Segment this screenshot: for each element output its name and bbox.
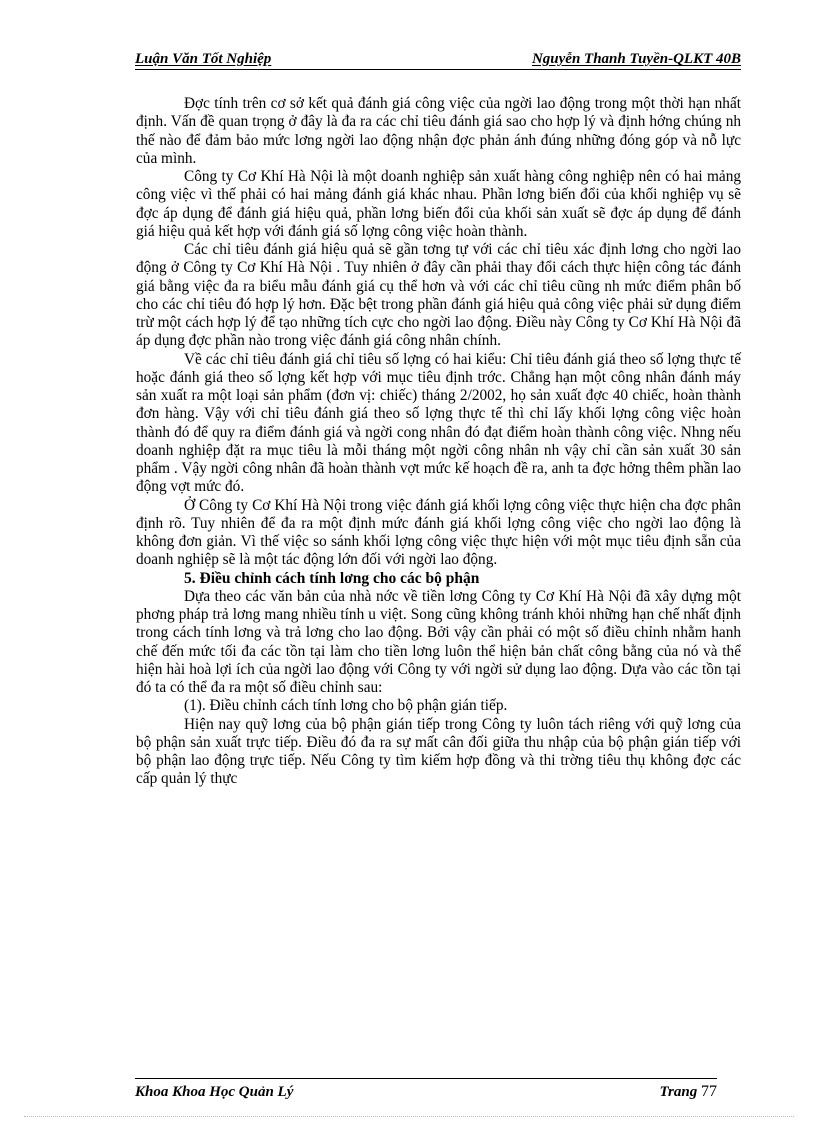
page-number: 77 <box>701 1083 717 1100</box>
page-label: Trang <box>659 1084 698 1100</box>
footer-divider <box>135 1078 717 1079</box>
header-author: Nguyễn Thanh Tuyền-QLKT 40B <box>531 51 741 67</box>
paragraph: Dựa theo các văn bản của nhà nớc về tiền lơng Công ty Cơ Khí Hà Nội đã xây dựng một phơng pháp trả lơng mang nhiều tính u việt. Song cũng không tránh khỏi những hạn chế nhất định trong cách tính lơng và trả lơng cho lao động. Bởi vậy cần phải có một số điều chỉnh nhằm hanh chế đến mức tối đa các tồn tại làm cho tiền lơng luôn thể hiện bản chất công bằng của nó và thể hiện hài hoà lợi ích của ngời lao động với Công ty với ngời sử dụng lao động. Dựa vào các tồn tại đó ta có thể đa ra một số điều chỉnh sau: <box>136 587 741 696</box>
section-heading: 5. Điều chỉnh cách tính lơng cho các bộ phận <box>184 569 480 587</box>
paragraph: (1). Điều chỉnh cách tính lơng cho bộ phận gián tiếp. <box>184 697 508 715</box>
document-body <box>136 95 741 789</box>
paragraph: Ở Công ty Cơ Khí Hà Nội trong việc đánh giá khối lợng công việc thực hiện cha đợc phân định rõ. Tuy nhiên để đa ra một định mức đánh giá khối lợng công việc cho ngời lao động là không đơn giản. Vì thế việc so sánh khối lợng công việc thực hiện với một mục tiêu định sẵn của doanh nghiệp sẽ là một tác động lớn đối với ngời lao động. <box>136 496 741 569</box>
page-number-group <box>659 1083 717 1101</box>
paragraph: Hiện nay quỹ lơng của bộ phận gián tiếp trong Công ty luôn tách riêng với quỹ lơng của bộ phận sản xuất trực tiếp. Điều đó đa ra sự mất cân đối giữa thu nhập của bộ phận gián tiếp với bộ phận lao động trực tiếp. Nếu Công ty tìm kiếm hợp đồng và thi trờng tiêu thụ không đợc các cấp quản lý thực <box>136 715 741 788</box>
paragraph: Về các chỉ tiêu đánh giá chỉ tiêu số lợng có hai kiểu: Chỉ tiêu đánh giá theo số lợng thực tế hoặc đánh giá theo số lợng kết hợp với mục tiêu định trớc. Chẳng hạn một công nhân đánh máy sản xuất ra một loại sản phẩm (đơn vị: chiếc) tháng 2/2002, họ sản xuất đợc 40 chiếc, hoàn thành đơn hàng. Vậy với chỉ tiêu đánh giá theo số lợng thực tế thì chỉ lấy khối lợng công việc hoàn thành đó để quy ra điểm đánh giá và ngời cong nhân đó đạt điểm hoàn thành công việc. Nhng nếu doanh nghiệp đặt ra mục tiêu là mỗi tháng một ngời công nhân nh vậy chỉ cần sản xuất 30 sản phẩm . Vậy ngời công nhân đã hoàn thành vợt mức kế hoạch đề ra, anh ta đợc hởng thêm phần lao động vợt mức đó. <box>136 350 741 496</box>
paragraph: Đợc tính trên cơ sở kết quả đánh giá công việc của ngời lao động trong một thời hạn nhất định. Vấn đề quan trọng ở đây là đa ra các chỉ tiêu đánh giá sao cho hợp lý và định hớng chúng nh thế nào để đảm bảo mức lơng ngời lao động nhận đợc phản ánh đúng những đóng góp và nỗ lực của mình. <box>136 95 741 167</box>
footer-faculty: Khoa Khoa Học Quản Lý <box>135 1083 294 1100</box>
page-footer <box>135 1082 717 1102</box>
paragraph: Công ty Cơ Khí Hà Nội là một doanh nghiệp sản xuất hàng công nghiệp nên có hai mảng công việc vì thế phải có hai mảng đánh giá khác nhau. Phần lơng biến đổi của khối nghiệp vụ sẽ đợc áp dụng để đánh giá hiệu quả, phần lơng biến đổi của khối sản xuất sẽ đợc áp dụng để đánh giá hiệu quả kết hợp với đánh giá số lợng công việc hoàn thành. <box>136 168 741 240</box>
header-thesis-title: Luận Văn Tốt Nghiệp <box>135 51 272 67</box>
page-header <box>135 48 741 70</box>
paragraph: Các chỉ tiêu đánh giá hiệu quả sẽ gần tơng tự với các chỉ tiêu xác định lơng cho ngời lao động ở Công ty Cơ Khí Hà Nội . Tuy nhiên ở đây cần phải thay đổi cách thực hiện công tác đánh giá bằng việc đa ra biểu mẫu đánh giá cụ thể hơn và với các chỉ tiêu cũng nh mức điểm phân bố cho các chỉ tiêu đó hợp lý hơn. Đặc bệt trong phần đánh giá hiệu quả công việc phải sử dụng điểm trừ một cách hợp lý để tạo những tích cực cho ngời lao động. Điều này Công ty Cơ Khí Hà Nội đã áp dụng đợc phần nào trong việc đánh giá công nhân chính. <box>136 241 741 350</box>
page-bottom-edge <box>24 1116 794 1117</box>
